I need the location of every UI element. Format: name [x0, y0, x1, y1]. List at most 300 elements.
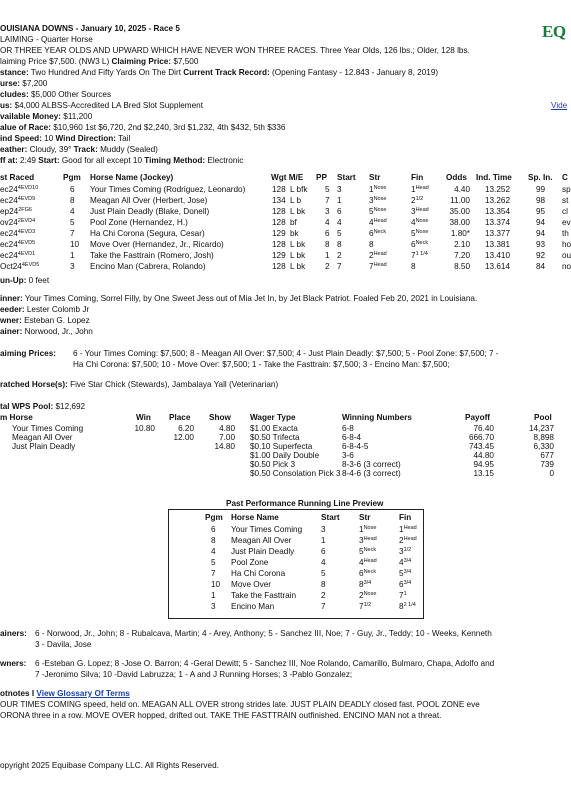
- wps-place: 6.20: [178, 424, 194, 433]
- fin-margin: Head: [415, 185, 429, 191]
- str-margin: Head: [373, 251, 387, 257]
- start-cell: 6: [337, 207, 342, 216]
- pp-str-margin: Nose: [363, 591, 377, 597]
- pp-str: [359, 602, 371, 611]
- last-raced-track: 4EVD: [21, 262, 37, 268]
- comment-cell: th: [562, 229, 569, 238]
- me-cell: L bfk: [290, 185, 308, 194]
- pp-str-pos: 8: [359, 580, 364, 589]
- col-str: Str: [369, 173, 381, 182]
- comment-cell: no: [562, 262, 571, 271]
- scratched-line: ratched Horse(s): Five Star Chick (Stewards), Jambalaya Yall (Veterinarian): [0, 380, 279, 389]
- pp-row: [169, 580, 425, 590]
- plus-line: us: $4,000 ALBSS-Accredited LA Bred Slot Supplement: [0, 101, 203, 110]
- pp-pgm: 3: [211, 602, 216, 611]
- wager-row: [250, 469, 560, 479]
- pp-col-str: Str: [359, 513, 371, 522]
- pp-fin-pos: 7: [399, 591, 404, 600]
- pp-row: [169, 547, 425, 557]
- pp-pgm: 6: [211, 525, 216, 534]
- fin-cell: [411, 240, 428, 249]
- winning-numbers: 6-8: [342, 424, 354, 433]
- footnote-text-line1: OUR TIMES COMING speed, held on. MEAGAN ALL OVER strong strides late. JUST PLAIN DEADLY closed fast. POOL ZONE eve: [0, 700, 480, 709]
- pp-horse: Move Over: [231, 580, 272, 589]
- last-raced-cell: [0, 262, 39, 271]
- col-win: Win: [136, 413, 151, 422]
- last-raced-finish: 5: [32, 240, 36, 246]
- last-raced-finish: 9: [32, 196, 36, 202]
- breeder-line: eeder: Lester Colomb Jr: [0, 305, 90, 314]
- me-cell: L bk: [290, 207, 306, 216]
- str-cell: [369, 218, 387, 227]
- last-raced-finish: 3: [32, 229, 36, 235]
- pgm-cell: 8: [70, 196, 75, 205]
- pp-fin-margin: 1/2: [403, 547, 412, 553]
- footnotes-line: otnotes I View Glossary Of Terms: [0, 689, 130, 698]
- fin-cell: [411, 218, 428, 227]
- result-row[interactable]: [0, 240, 570, 250]
- winning-numbers: 8-3-6 (3 correct): [342, 460, 401, 469]
- wps-place: 12.00: [173, 433, 194, 442]
- payouts-header: [0, 413, 570, 423]
- pp-str-margin: 1/2: [363, 602, 372, 608]
- claiming-prices-line2: Ha Chi Corona: $7,500; 10 - Move Over: $7,500; 1 - Take the Fasttrain: $7,500; 3 - Encino Man: $7,500;: [73, 360, 450, 369]
- pp-start: 8: [321, 580, 326, 589]
- speed-index-cell: 99: [536, 185, 546, 194]
- result-row[interactable]: [0, 218, 570, 228]
- winning-numbers: 6-8-4: [342, 433, 362, 442]
- wager-type: $1.00 Exacta: [250, 424, 298, 433]
- last-raced-date: ov24: [0, 218, 18, 227]
- trainers-line2: 3 - Davila, Jose: [35, 640, 92, 649]
- wps-pool-line: tal WPS Pool: $12,692: [0, 402, 86, 411]
- str-margin: Nose: [373, 185, 387, 191]
- str-cell: [369, 229, 386, 238]
- odds-cell: 8.50: [454, 262, 470, 271]
- speed-index-cell: 92: [536, 251, 546, 260]
- col-horse: Horse Name (Jockey): [90, 173, 174, 182]
- pool: 8,898: [533, 433, 554, 442]
- pp-str: [359, 525, 376, 534]
- payoff: 94.95: [473, 460, 494, 469]
- pp-str: [359, 580, 371, 589]
- owners-label: wners:: [0, 659, 27, 668]
- copyright: opyright 2025 Equibase Company LLC. All Rights Reserved.: [0, 761, 219, 770]
- fin-pos: 2: [411, 196, 416, 205]
- purse-line: urse: $7,200: [0, 79, 48, 88]
- pp-fin-pos: 2: [399, 536, 404, 545]
- fin-margin: Neck: [415, 240, 429, 246]
- last-raced-date: ec24: [0, 240, 18, 249]
- ind-time-cell: 13.381: [484, 240, 510, 249]
- start-cell: 5: [337, 229, 342, 238]
- comment-cell: cl: [562, 207, 568, 216]
- pp-str-pos: 3: [359, 536, 364, 545]
- str-margin: Head: [373, 262, 387, 268]
- last-raced-finish: 10: [32, 185, 39, 191]
- speed-index-cell: 98: [536, 196, 546, 205]
- col-odds: Odds: [446, 173, 467, 182]
- last-raced-date: Oct24: [0, 262, 22, 271]
- fin-pos: 6: [411, 240, 416, 249]
- pp-fin: [399, 536, 417, 545]
- pp-fin-margin: 2 1/4: [403, 602, 416, 608]
- pp-fin: [399, 558, 411, 567]
- weight-cell: 128: [272, 207, 286, 216]
- last-raced-track: 2FG: [18, 207, 29, 213]
- pp-str-pos: 5: [359, 547, 364, 556]
- results-header: [0, 173, 570, 183]
- speed-index-cell: 84: [536, 262, 546, 271]
- pp-str-margin: Head: [363, 536, 377, 542]
- fin-pos: 5: [411, 229, 416, 238]
- col-comments: C: [562, 173, 568, 182]
- pp-start: 7: [321, 602, 326, 611]
- speed-index-cell: 94: [536, 229, 546, 238]
- wager-type: $1.00 Daily Double: [250, 451, 320, 460]
- col-speed-index: Sp. In.: [528, 173, 553, 182]
- last-raced-cell: [0, 196, 35, 205]
- last-raced-track: 4EVD: [17, 196, 33, 202]
- comment-cell: ev: [562, 218, 571, 227]
- pgm-cell: 7: [70, 229, 75, 238]
- pp-str: [359, 547, 376, 556]
- pp-cell: 8: [325, 240, 330, 249]
- col-payoff: Payoff: [465, 413, 491, 422]
- wind-line: ind Speed: 10 Wind Direction: Tail: [0, 134, 131, 143]
- pp-fin-margin: 3/4: [403, 580, 412, 586]
- wps-horse: Meagan All Over: [12, 433, 73, 442]
- last-raced-track: 4EVD: [17, 251, 33, 257]
- col-pool: Pool: [534, 413, 552, 422]
- col-payout-horse: m Horse: [0, 413, 33, 422]
- pool: 739: [540, 460, 554, 469]
- pp-str-margin: Neck: [363, 547, 377, 553]
- pp-str-pos: 1: [359, 525, 364, 534]
- str-pos: 3: [369, 196, 374, 205]
- pp-horse: Your Times Coming: [231, 525, 303, 534]
- pp-str: [359, 591, 376, 600]
- fin-margin: 1 1/4: [415, 251, 428, 257]
- payoff: 743.45: [468, 442, 494, 451]
- fin-margin: Nose: [415, 218, 429, 224]
- pool: 0: [549, 469, 554, 478]
- pgm-cell: 4: [70, 207, 75, 216]
- comment-cell: ou: [562, 251, 571, 260]
- str-cell: [369, 196, 386, 205]
- col-pp: PP: [316, 173, 327, 182]
- ind-time-cell: 13.252: [484, 185, 510, 194]
- pp-start: 3: [321, 525, 326, 534]
- col-show: Show: [209, 413, 231, 422]
- equibase-logo[interactable]: EQ: [542, 22, 566, 41]
- pp-row: [169, 525, 425, 535]
- odds-cell: 1.80*: [450, 229, 470, 238]
- glossary-link[interactable]: View Glossary Of Terms: [36, 689, 130, 698]
- last-raced-date: ec24: [0, 185, 18, 194]
- claiming-prices-line1: 6 - Your Times Coming: $7,500; 8 - Meagan All Over: $7,500; 4 - Just Plain Deadly: $7,500; 5 - Pool Zone: $7,500; 7 -: [73, 349, 499, 358]
- includes-line: cludes: $5,000 Other Sources: [0, 90, 112, 99]
- last-raced-date: ec24: [0, 229, 18, 238]
- pp-fin: [399, 547, 411, 556]
- start-cell: 1: [337, 196, 342, 205]
- wps-show: 14.80: [214, 442, 235, 451]
- str-pos: 5: [369, 207, 374, 216]
- ind-time-cell: 13.614: [484, 262, 510, 271]
- weight-cell: 128: [272, 262, 286, 271]
- wager-type: $0.50 Consolation Pick 3: [250, 469, 341, 478]
- pp-fin-margin: 3/4: [403, 558, 412, 564]
- pgm-cell: 5: [70, 218, 75, 227]
- fin-pos: 8: [411, 262, 416, 271]
- value-of-race-line: alue of Race: $10,960 1st $6,720, 2nd $2,240, 3rd $1,232, 4th $432, 5th $336: [0, 123, 286, 132]
- ind-time-cell: 13.410: [484, 251, 510, 260]
- video-link[interactable]: Vide: [551, 101, 568, 110]
- pp-col-horse: Horse Name: [231, 513, 279, 522]
- wps-show: 4.80: [219, 424, 235, 433]
- col-fin: Fin: [411, 173, 424, 182]
- start-cell: 3: [337, 185, 342, 194]
- str-pos: 2: [369, 251, 374, 260]
- pp-preview-title: Past Performance Running Line Preview: [226, 499, 384, 508]
- pp-cell: 2: [325, 262, 330, 271]
- pp-str-margin: Neck: [363, 569, 377, 575]
- pp-str: [359, 536, 377, 545]
- pp-horse: Encino Man: [231, 602, 275, 611]
- fin-cell: [411, 207, 429, 216]
- wps-row: [0, 442, 240, 452]
- available-money-line: vailable Money: $11,200: [0, 112, 93, 121]
- horse-jockey-cell[interactable]: Meagan All Over (Herbert, Jose): [90, 196, 208, 205]
- owners-line2: 7 -Jeronimo Silva; 10 -David Labruzza; 1 - A and J Running Horses; 3 -Pablo Gonzalez;: [35, 670, 353, 679]
- str-margin: Head: [373, 218, 387, 224]
- str-pos: 7: [369, 262, 374, 271]
- pp-str: [359, 569, 376, 578]
- pp-start: 6: [321, 547, 326, 556]
- pp-pgm: 7: [211, 569, 216, 578]
- col-pgm: Pgm: [63, 173, 81, 182]
- race-type: LAIMING - Quarter Horse: [0, 35, 93, 44]
- pp-str-pos: 2: [359, 591, 364, 600]
- str-margin: Nose: [373, 207, 387, 213]
- pp-start: 5: [321, 569, 326, 578]
- pp-fin-pos: 1: [399, 525, 404, 534]
- col-wager-type: Wager Type: [250, 413, 296, 422]
- pp-start: 4: [321, 558, 326, 567]
- claiming-line: laiming Price $7,500. (NW3 L) Claiming Price: $7,500: [0, 57, 199, 66]
- payoff: 44.80: [473, 451, 494, 460]
- last-raced-cell: [0, 229, 35, 238]
- str-margin: Neck: [373, 229, 387, 235]
- me-cell: bf: [290, 218, 297, 227]
- pp-row: [169, 569, 425, 579]
- pp-preview-header: [169, 513, 425, 523]
- last-raced-track: 4EVD: [17, 229, 33, 235]
- weight-cell: 129: [272, 251, 286, 260]
- me-cell: L bk: [290, 251, 306, 260]
- odds-cell: 2.10: [454, 240, 470, 249]
- distance-line: stance: Two Hundred And Fifty Yards On The Dirt Current Track Record: (Opening Fantasy - 12.843 - January 8, 2019): [0, 68, 439, 77]
- pp-fin: [399, 569, 411, 578]
- winning-numbers: 8-4-6 (3 correct): [342, 469, 401, 478]
- fin-pos: 4: [411, 218, 416, 227]
- pp-str-margin: Nose: [363, 525, 377, 531]
- last-raced-finish: 5: [36, 262, 40, 268]
- speed-index-cell: 94: [536, 218, 546, 227]
- owners-line1: 6 -Esteban G. Lopez; 8 -Jose O. Barron; 4 -Geral Dewitt; 5 - Sanchez III, Noe Rolando, Camarillo, Bulmaro, Chapa, Adolfo and: [35, 659, 495, 668]
- run-up-line: un-Up: 0 feet: [0, 276, 50, 285]
- pp-start: 2: [321, 591, 326, 600]
- speed-index-cell: 95: [536, 207, 546, 216]
- weight-cell: 129: [272, 229, 286, 238]
- last-raced-cell: [0, 240, 35, 249]
- result-row[interactable]: [0, 207, 570, 217]
- race-conditions: OR THREE YEAR OLDS AND UPWARD WHICH HAVE NEVER WON THREE RACES. Three Year Olds, 126 lbs.; Older, 128 lbs.: [0, 46, 470, 55]
- last-raced-track: 4EVD: [17, 185, 33, 191]
- wps-show: 7.00: [219, 433, 235, 442]
- weight-cell: 134: [272, 196, 286, 205]
- ind-time-cell: 13.354: [484, 207, 510, 216]
- str-cell: [369, 240, 374, 249]
- pp-start: 1: [321, 536, 326, 545]
- col-last-raced: st Raced: [0, 173, 35, 182]
- result-row[interactable]: [0, 185, 570, 195]
- result-row[interactable]: [0, 196, 570, 206]
- trainer-line: ainer: Norwood, Jr., John: [0, 327, 93, 336]
- pp-fin: [399, 580, 411, 589]
- fin-pos: 7: [411, 251, 416, 260]
- start-cell: 7: [337, 262, 342, 271]
- result-row[interactable]: [0, 229, 570, 239]
- pp-cell: 3: [325, 207, 330, 216]
- str-pos: 1: [369, 185, 374, 194]
- last-raced-date: ec24: [0, 251, 18, 260]
- odds-cell: 38.00: [449, 218, 470, 227]
- weight-cell: 128: [272, 240, 286, 249]
- str-cell: [369, 207, 386, 216]
- wps-horse: Your Times Coming: [12, 424, 84, 433]
- pp-fin: [399, 525, 417, 534]
- odds-cell: 4.40: [454, 185, 470, 194]
- str-cell: [369, 262, 387, 271]
- pp-pgm: 4: [211, 547, 216, 556]
- race-title: OUISIANA DOWNS - January 10, 2025 - Race 5: [0, 24, 180, 33]
- owner-line: wner: Esteban G. Lopez: [0, 316, 90, 325]
- pp-str-margin: 3/4: [363, 580, 372, 586]
- pp-row: [169, 591, 425, 601]
- str-margin: Nose: [373, 196, 387, 202]
- fin-cell: [411, 185, 429, 194]
- winning-numbers: 3-6: [342, 451, 354, 460]
- winner-line: inner: Your Times Coming, Sorrel Filly, by One Sweet Jess out of Mia Jet In, by Jet Black Patriot. Foaled Feb 20, 2021 in Louisiana.: [0, 294, 478, 303]
- wager-type: $0.50 Pick 3: [250, 460, 296, 469]
- start-cell: 8: [337, 240, 342, 249]
- me-cell: bk: [290, 229, 299, 238]
- wps-win: 10.80: [134, 424, 155, 433]
- pp-col-fin: Fin: [399, 513, 412, 522]
- pp-fin-pos: 8: [399, 602, 404, 611]
- fin-margin: 1/2: [415, 196, 424, 202]
- result-row[interactable]: [0, 251, 570, 261]
- odds-cell: 35.00: [449, 207, 470, 216]
- horse-jockey-cell[interactable]: Ha Chi Corona (Segura, Cesar): [90, 229, 205, 238]
- pp-row: [169, 536, 425, 546]
- pp-pgm: 10: [211, 580, 221, 589]
- col-place: Place: [169, 413, 191, 422]
- me-cell: L bk: [290, 240, 306, 249]
- horse-jockey-cell[interactable]: Encino Man (Cabrera, Rolando): [90, 262, 206, 271]
- pp-cell: 5: [325, 185, 330, 194]
- pp-fin-pos: 4: [399, 558, 404, 567]
- col-wgt-me: Wgt M/E: [271, 173, 304, 182]
- fin-cell: [411, 196, 423, 205]
- pp-row: [169, 558, 425, 568]
- last-raced-cell: [0, 207, 32, 216]
- pp-fin: [399, 602, 416, 611]
- pp-str: [359, 558, 377, 567]
- fin-cell: [411, 251, 428, 260]
- wps-horse: Just Plain Deadly: [12, 442, 76, 451]
- pp-cell: 4: [325, 218, 330, 227]
- weight-cell: 128: [272, 218, 286, 227]
- trainers-label: ainers:: [0, 629, 27, 638]
- start-cell: 4: [337, 218, 342, 227]
- comment-cell: sp: [562, 185, 571, 194]
- last-raced-date: ep24: [0, 207, 19, 216]
- pp-col-pgm: Pgm: [205, 513, 223, 522]
- fin-cell: [411, 229, 428, 238]
- horse-jockey-cell[interactable]: Take the Fasttrain (Romero, Josh): [90, 251, 214, 260]
- fin-margin: Nose: [415, 229, 429, 235]
- str-cell: [369, 185, 386, 194]
- wager-type: $0.10 Superfecta: [250, 442, 313, 451]
- last-raced-track: 4EVD: [17, 240, 33, 246]
- weather-line: eather: Cloudy, 39° Track: Muddy (Sealed): [0, 145, 158, 154]
- winning-numbers: 6-8-4-5: [342, 442, 369, 451]
- pgm-cell: 3: [70, 262, 75, 271]
- horse-jockey-cell[interactable]: Move Over (Hernandez, Jr., Ricardo): [90, 240, 224, 249]
- payoff: 666.70: [468, 433, 494, 442]
- odds-cell: 7.20: [454, 251, 470, 260]
- col-start: Start: [337, 173, 356, 182]
- ind-time-cell: 13.377: [484, 229, 510, 238]
- pp-fin-margin: 3/4: [403, 569, 412, 575]
- me-cell: L b: [290, 196, 302, 205]
- speed-index-cell: 93: [536, 240, 546, 249]
- pp-pgm: 5: [211, 558, 216, 567]
- pp-str-pos: 4: [359, 558, 364, 567]
- result-row[interactable]: [0, 262, 570, 272]
- pp-col-start: Start: [321, 513, 340, 522]
- horse-jockey-cell[interactable]: Just Plain Deadly (Blake, Donell): [90, 207, 210, 216]
- pool: 677: [540, 451, 554, 460]
- pp-horse: Take the Fasttrain: [231, 591, 297, 600]
- off-time-line: ff at: 2:49 Start: Good for all except 10 Timing Method: Electronic: [0, 156, 244, 165]
- horse-jockey-cell[interactable]: Your Times Coming (Rodriguez, Leonardo): [90, 185, 246, 194]
- pp-horse: Pool Zone: [231, 558, 269, 567]
- str-pos: 8: [369, 240, 374, 249]
- comment-cell: st: [562, 196, 569, 205]
- horse-jockey-cell[interactable]: Pool Zone (Hernandez, H.): [90, 218, 188, 227]
- fin-margin: Head: [415, 207, 429, 213]
- pp-fin-margin: Head: [403, 536, 417, 542]
- last-raced-cell: [0, 185, 38, 194]
- str-pos: 6: [369, 229, 374, 238]
- odds-cell: 11.00: [450, 196, 470, 205]
- last-raced-track: 2EVD: [17, 218, 33, 224]
- footnote-text-line2: ORONA three in a row. MOVE OVER hopped, drifted out. TAKE THE FASTTRAIN outfinished. ENCINO MAN not a threat.: [0, 711, 442, 720]
- ind-time-cell: 13.262: [484, 196, 510, 205]
